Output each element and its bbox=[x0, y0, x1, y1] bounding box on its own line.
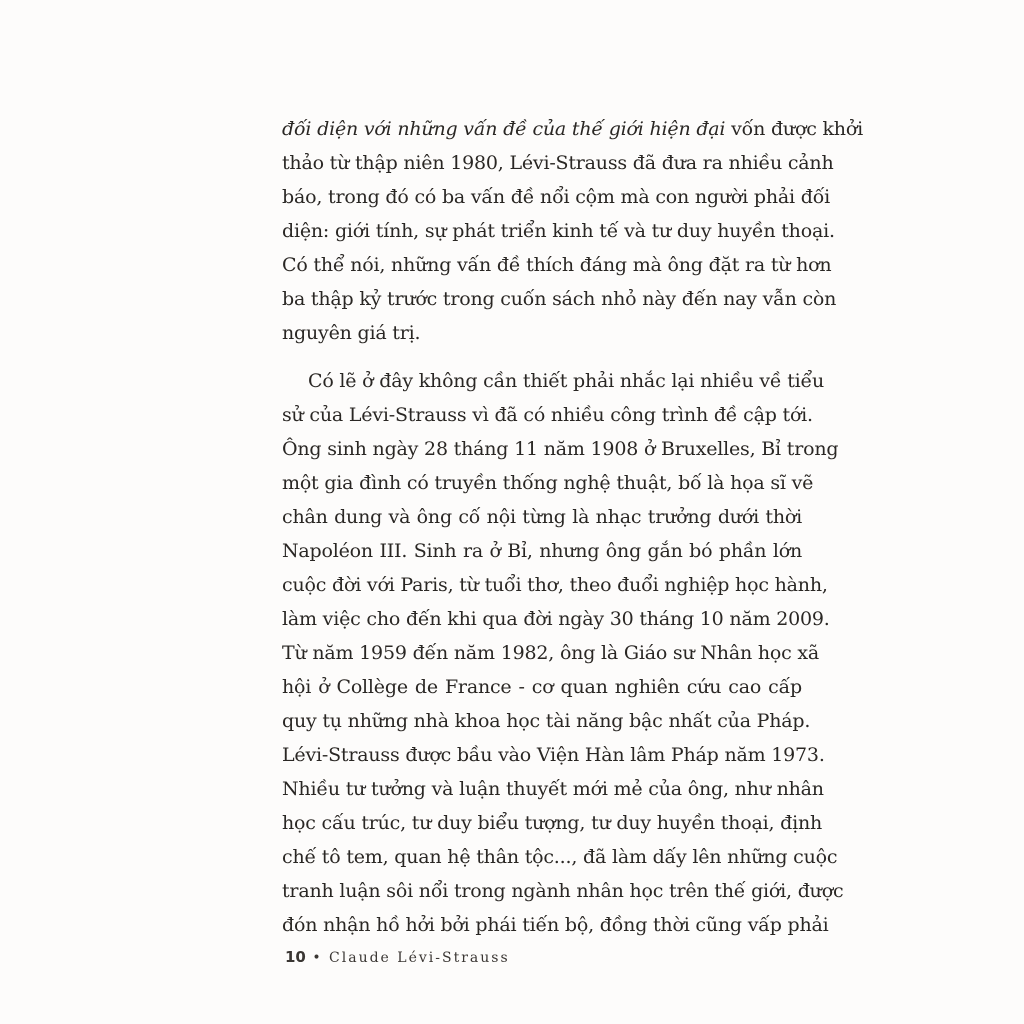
text-line: cuộc đời với Paris, từ tuổi thơ, theo đuổi nghiệp học hành, bbox=[282, 574, 828, 596]
page-footer bbox=[285, 948, 510, 966]
text-line: Ông sinh ngày 28 tháng 11 năm 1908 ở Bruxelles, Bỉ trong bbox=[282, 438, 839, 460]
text-line: học cấu trúc, tư duy biểu tượng, tư duy huyền thoại, định bbox=[282, 812, 823, 834]
text-line: Nhiều tư tưởng và luận thuyết mới mẻ của ông, như nhân bbox=[282, 778, 824, 800]
text-line: Có lẽ ở đây không cần thiết phải nhắc lại nhiều về tiểu bbox=[308, 370, 825, 392]
text-line: thảo từ thập niên 1980, Lévi-Strauss đã đưa ra nhiều cảnh bbox=[282, 152, 834, 174]
text-line: chế tô tem, quan hệ thân tộc..., đã làm dấy lên những cuộc bbox=[282, 846, 838, 868]
footer-separator: • bbox=[312, 950, 323, 966]
text-line: Có thể nói, những vấn đề thích đáng mà ông đặt ra từ hơn bbox=[282, 254, 832, 276]
paragraph-1 bbox=[282, 112, 863, 350]
paragraph-2 bbox=[282, 364, 844, 942]
text-line: làm việc cho đến khi qua đời ngày 30 tháng 10 năm 2009. bbox=[282, 608, 830, 630]
text-line: Lévi-Strauss được bầu vào Viện Hàn lâm Pháp năm 1973. bbox=[282, 744, 825, 766]
text-line: diện: giới tính, sự phát triển kinh tế và tư duy huyền thoại. bbox=[282, 220, 835, 242]
text-line: Napoléon III. Sinh ra ở Bỉ, nhưng ông gắn bó phần lớn bbox=[282, 540, 802, 562]
body-text bbox=[282, 112, 863, 942]
text-line: sử của Lévi-Strauss vì đã có nhiều công trình đề cập tới. bbox=[282, 404, 813, 426]
italic-title-fragment: đối diện với những vấn đề của thế giới hiện đại bbox=[282, 118, 726, 140]
text-line: chân dung và ông cố nội từng là nhạc trưởng dưới thời bbox=[282, 506, 802, 528]
text-line: tranh luận sôi nổi trong ngành nhân học trên thế giới, được bbox=[282, 880, 844, 902]
text-line: ba thập kỷ trước trong cuốn sách nhỏ này đến nay vẫn còn bbox=[282, 288, 837, 310]
text-line: đón nhận hồ hởi bởi phái tiến bộ, đồng thời cũng vấp phải bbox=[282, 914, 829, 936]
text-line: quy tụ những nhà khoa học tài năng bậc nhất của Pháp. bbox=[282, 710, 811, 732]
text-line: nguyên giá trị. bbox=[282, 322, 421, 344]
page-number: 10 bbox=[285, 948, 306, 966]
running-author: Claude Lévi-Strauss bbox=[329, 950, 510, 966]
text-line: hội ở Collège de France - cơ quan nghiên cứu cao cấp bbox=[282, 676, 802, 698]
text-line: đối diện với những vấn đề của thế giới hiện đại vốn được khởi bbox=[282, 118, 863, 140]
text-line: báo, trong đó có ba vấn đề nổi cộm mà con người phải đối bbox=[282, 186, 830, 208]
text-line: một gia đình có truyền thống nghệ thuật, bố là họa sĩ vẽ bbox=[282, 472, 814, 494]
text-line: Từ năm 1959 đến năm 1982, ông là Giáo sư Nhân học xã bbox=[282, 642, 820, 664]
